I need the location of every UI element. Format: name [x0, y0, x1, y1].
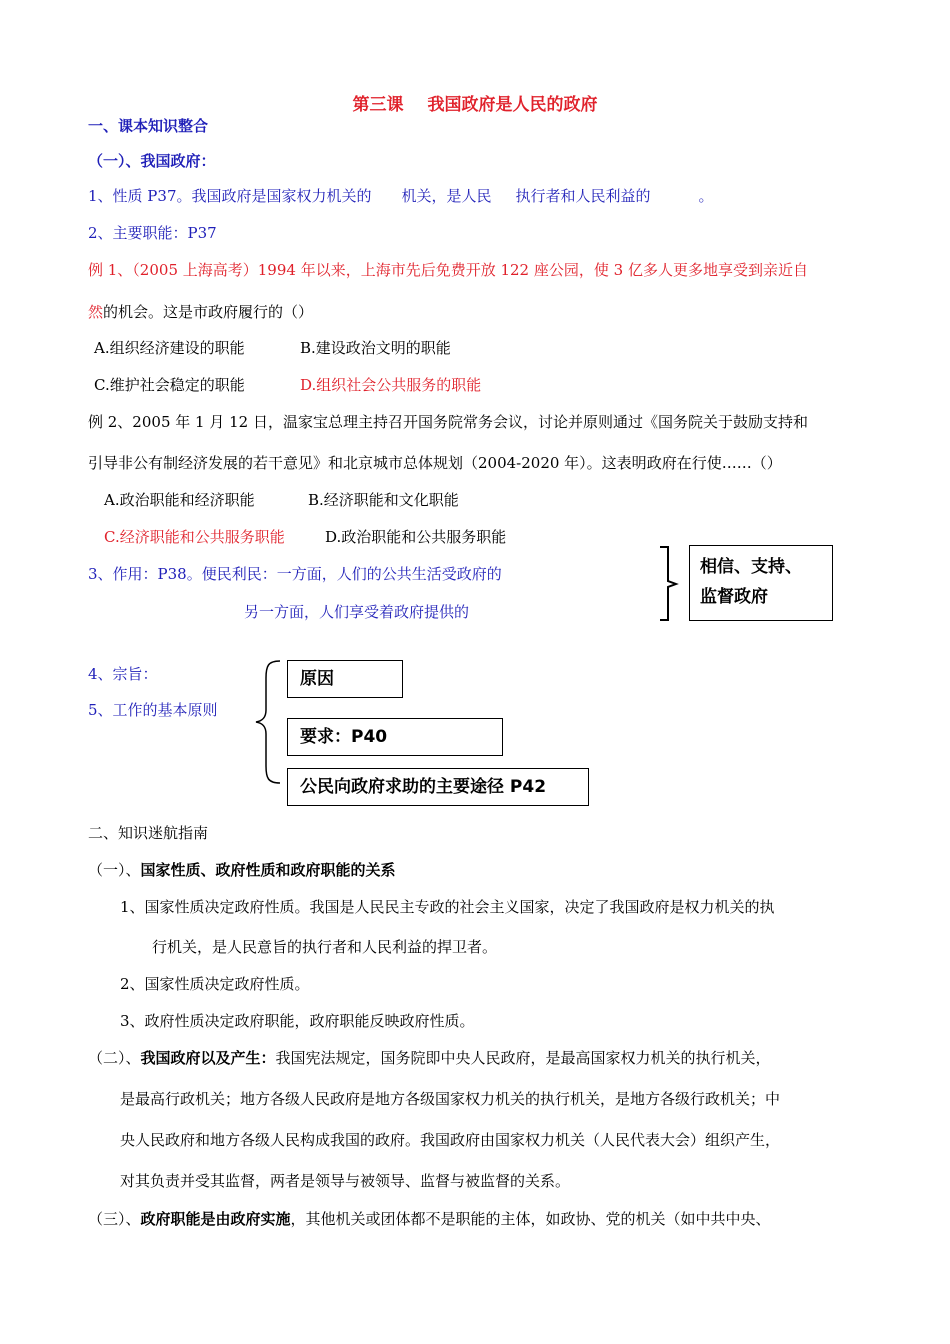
example-1-line-2: [88, 302, 313, 322]
reason-box: 原因: [287, 660, 403, 698]
subsection-relationship: [88, 860, 396, 880]
government-origin-line-2: 是最高行政机关；地方各级人民政府是地方各级国家权力机关的执行机关，是地方各级行政机关；中: [120, 1090, 781, 1108]
item-role-text-2: 另一方面，人们享受着政府提供的: [244, 603, 470, 621]
blank: [469, 602, 545, 622]
section-heading-1: 一、课本知识整合: [88, 117, 209, 135]
trust-box-line-1: 相信、支持、: [700, 557, 802, 577]
item-nature-text-b: 机关，是人民: [401, 187, 492, 205]
subsection-government-origin: [88, 1048, 771, 1068]
left-brace-icon: [254, 658, 284, 788]
subsection-text: 我国宪法规定，国务院即中央人民政府，是最高国家权力机关的执行机关，: [275, 1049, 771, 1067]
point-1-line-1: 1、国家性质决定政府性质。我国是人民民主专政的社会主义国家，决定了我国政府是权力机关的执: [120, 898, 775, 916]
help-channels-box: 公民向政府求助的主要途径 P42: [287, 768, 589, 806]
option-2b: B.经济职能和文化职能: [308, 491, 459, 509]
subsection-bold: 政府职能是由政府实施: [140, 1210, 291, 1228]
government-origin-line-3: 央人民政府和地方各级人民构成我国的政府。我国政府由国家权力机关（人民代表大会）组织产生，: [120, 1131, 781, 1149]
item-nature: [88, 186, 714, 206]
example-2-line-2: 引导非公有制经济发展的若干意见》和北京城市总体规划（2004-2020 年）。这表明政府在行使……（）: [88, 454, 782, 472]
subsection-bold: 我国政府以及产生：: [140, 1049, 276, 1067]
subsection-function-subject: [88, 1209, 771, 1229]
subsection-text: ，其他机关或团体都不是职能的主体，如政协、党的机关（如中共中央、: [290, 1210, 771, 1228]
item-role-text-1: 3、作用：P38。便民利民：一方面，人们的公共生活受政府的: [88, 565, 502, 583]
item-nature-text-c: 执行者和人民利益的: [515, 187, 651, 205]
option-2c: C.经济职能和公共服务职能: [104, 528, 285, 546]
point-3: 3、政府性质决定政府职能，政府职能反映政府性质。: [120, 1012, 475, 1030]
subsection-heading-government: （一）、我国政府：: [88, 152, 216, 170]
blank: [492, 186, 516, 206]
subsection-prefix: （二）、: [88, 1049, 141, 1067]
trust-box-line-2: 监督政府: [700, 587, 768, 607]
item-purpose: 4、宗旨：: [88, 665, 158, 683]
blank: [372, 186, 402, 206]
item-nature-text-a: 1、性质 P37。我国政府是国家权力机关的: [88, 187, 372, 205]
example-1-line-1: 例 1、（2005 上海高考）1994 年以来，上海市先后免费开放 122 座公园，使 3 亿多人更多地享受到亲近自: [88, 261, 808, 279]
section-heading-2: 二、知识迷航指南: [88, 824, 209, 842]
item-nature-text-d: 。: [698, 187, 714, 205]
page-title: [0, 90, 950, 115]
item-role-line-2: [244, 602, 545, 622]
blank: [651, 186, 699, 206]
item-principles: 5、工作的基本原则: [88, 701, 218, 719]
item-role-line-1: [88, 564, 556, 584]
option-1d: D.组织社会公共服务的职能: [300, 376, 482, 394]
option-1c: C.维护社会稳定的职能: [94, 376, 245, 394]
lesson-name: 我国政府是人民的政府: [427, 95, 598, 115]
government-origin-line-4: 对其负责并受其监督，两者是领导与被领导、监督与被监督的关系。: [120, 1172, 571, 1190]
blank: [502, 564, 556, 584]
requirement-box: 要求：P40: [287, 718, 503, 756]
example-2-line-1: 例 2、2005 年 1 月 12 日，温家宝总理主持召开国务院常务会议，讨论并原则通过《国务院关于鼓励支持和: [88, 413, 808, 431]
right-bracket-icon: [656, 544, 680, 624]
lesson-number: 第三课: [352, 95, 404, 115]
subsection-prefix: （三）、: [88, 1210, 141, 1228]
option-1b: B.建设政治文明的职能: [300, 339, 451, 357]
example-1-red-char: 然: [88, 303, 104, 321]
item-functions: 2、主要职能：P37: [88, 224, 217, 242]
trust-box: [689, 545, 833, 621]
point-1-line-2: 行机关，是人民意旨的执行者和人民利益的捍卫者。: [152, 938, 498, 956]
option-2a: A.政治职能和经济职能: [104, 491, 255, 509]
subsection-title: 国家性质、政府性质和政府职能的关系: [140, 861, 396, 879]
example-1-question: 的机会。这是市政府履行的（）: [103, 303, 314, 321]
option-1a: A.组织经济建设的职能: [94, 339, 245, 357]
option-2d: D.政治职能和公共服务职能: [325, 528, 507, 546]
point-2: 2、国家性质决定政府性质。: [120, 975, 310, 993]
subsection-prefix: （一）、: [88, 861, 141, 879]
